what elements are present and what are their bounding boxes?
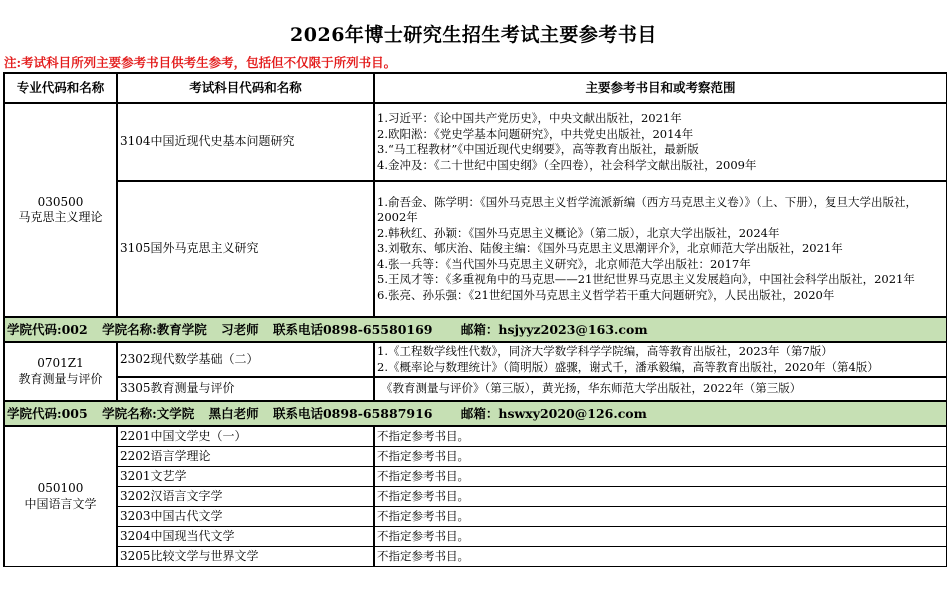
school-email: 邮箱：hsjyyz2023@163.com (460, 321, 648, 337)
school-code: 学院代码:002 (7, 321, 88, 337)
major-code: 050100 (37, 481, 84, 495)
book-entry: 《教育测量与评价》（第三版），黄光扬，华东师范大学出版社，2022年（第三版） (381, 381, 802, 396)
books-cell: 不指定参考书目。 (374, 426, 947, 447)
book-entry: 3.刘敬东、郇庆治、陆俊主编：《国外马克思主义思潮评介》，北京师范大学出版社，2021年 (377, 241, 843, 256)
school-info-cell (4, 317, 947, 342)
book-entry: 1.俞吾金、陈学明：《国外马克思主义哲学流派新编（西方马克思主义卷）》（上、下册），复旦大学出版社，2002年 (377, 194, 917, 225)
header-subject: 考试科目代码和名称 (117, 73, 374, 103)
books-cell (374, 342, 947, 377)
major-name: 教育测量与评价 (18, 371, 103, 386)
table-row (4, 507, 947, 527)
book-entry: 1.《工程数学线性代数》，同济大学数学科学学院编，高等教育出版社，2023年（第7版） (377, 344, 833, 358)
school-phone: 联系电话0898-65887916 (272, 405, 433, 421)
subject-cell: 2201中国文学史（一） (117, 426, 374, 447)
book-entry: 2.欧阳淞：《党史学基本问题研究》，中共党史出版社，2014年 (377, 126, 694, 141)
table-row (4, 447, 947, 467)
table-row (4, 547, 947, 567)
subject-cell: 3202汉语言文字学 (117, 487, 374, 507)
major-name: 中国语言文学 (24, 496, 97, 511)
school-contact: 黑白老师 (208, 405, 259, 421)
major-code: 0701Z1 (37, 356, 84, 370)
header-major: 专业代码和名称 (4, 73, 117, 103)
major-code: 030500 (37, 194, 84, 209)
books-cell: 不指定参考书目。 (374, 467, 947, 487)
table-row (4, 377, 947, 401)
book-entry: 6.张亮、孙乐强：《21世纪国外马克思主义哲学若干重大问题研究》，人民出版社，2020年 (377, 287, 835, 302)
books-cell: 不指定参考书目。 (374, 447, 947, 467)
book-entry: 2.韩秋红、孙颖：《国外马克思主义概论》（第二版），北京大学出版社，2024年 (377, 225, 780, 240)
table-row (4, 181, 947, 317)
table-row (4, 426, 947, 447)
school-info-row-005 (4, 401, 947, 426)
table-row (4, 103, 947, 181)
books-cell (374, 377, 947, 401)
header-books: 主要参考书目和或考察范围 (374, 73, 947, 103)
table-row (4, 342, 947, 377)
major-cell (4, 342, 117, 401)
school-name: 学院名称:文学院 (102, 405, 195, 421)
books-cell (374, 181, 947, 317)
disclaimer-note: 注:考试科目所列主要参考书目供考生参考，包括但不仅限于所列书目。 (4, 55, 397, 70)
school-info-row-002 (4, 317, 947, 342)
books-cell: 不指定参考书目。 (374, 547, 947, 567)
book-entry: 3.“马工程教材”《中国近现代史纲要》，高等教育出版社，最新版 (377, 142, 699, 156)
school-code: 学院代码:005 (7, 405, 88, 421)
major-cell (4, 103, 117, 317)
subject-cell: 2202语言学理论 (117, 447, 374, 467)
subject-cell: 3201文艺学 (117, 467, 374, 487)
books-cell: 不指定参考书目。 (374, 487, 947, 507)
major-cell (4, 426, 117, 567)
books-cell: 不指定参考书目。 (374, 507, 947, 527)
books-cell (374, 103, 947, 181)
subject-cell: 2302现代数学基础（二） (117, 342, 374, 377)
subject-cell: 3204中国现当代文学 (117, 527, 374, 547)
book-entry: 5.王凤才等：《多重视角中的马克思——21世纪世界马克思主义发展趋向》，中国社会科学出版社，2021年 (377, 272, 915, 287)
school-phone: 联系电话0898-65580169 (272, 321, 433, 337)
subject-cell: 3104中国近现代史基本问题研究 (117, 103, 374, 181)
subject-cell: 3105国外马克思主义研究 (117, 181, 374, 317)
table-row (4, 467, 947, 487)
school-contact: 习老师 (221, 321, 259, 337)
subject-cell: 3203中国古代文学 (117, 507, 374, 527)
subject-cell: 3205比较文学与世界文学 (117, 547, 374, 567)
page-title: 2026年博士研究生招生考试主要参考书目 (290, 24, 657, 46)
books-cell: 不指定参考书目。 (374, 527, 947, 547)
book-entry: 4.金冲及：《二十世纪中国史纲》（全四卷），社会科学文献出版社，2009年 (377, 157, 757, 172)
book-entry: 2.《概率论与数理统计》（简明版）盛骤，谢式千，潘承毅编，高等教育出版社，2020年（第4版） (377, 359, 879, 374)
book-entry: 4.张一兵等：《当代国外马克思主义研究》，北京师范大学出版社：2017年 (377, 256, 751, 271)
table-header-row (4, 73, 947, 103)
school-name: 学院名称:教育学院 (102, 321, 207, 337)
book-entry: 1.习近平：《论中国共产党历史》，中央文献出版社，2021年 (377, 111, 682, 125)
school-info-cell (4, 401, 947, 426)
table-row (4, 527, 947, 547)
reference-books-table (3, 72, 947, 567)
major-name: 马克思主义理论 (18, 210, 103, 224)
table-row (4, 487, 947, 507)
school-email: 邮箱：hswxy2020@126.com (460, 405, 647, 421)
subject-cell: 3305教育测量与评价 (117, 377, 374, 401)
